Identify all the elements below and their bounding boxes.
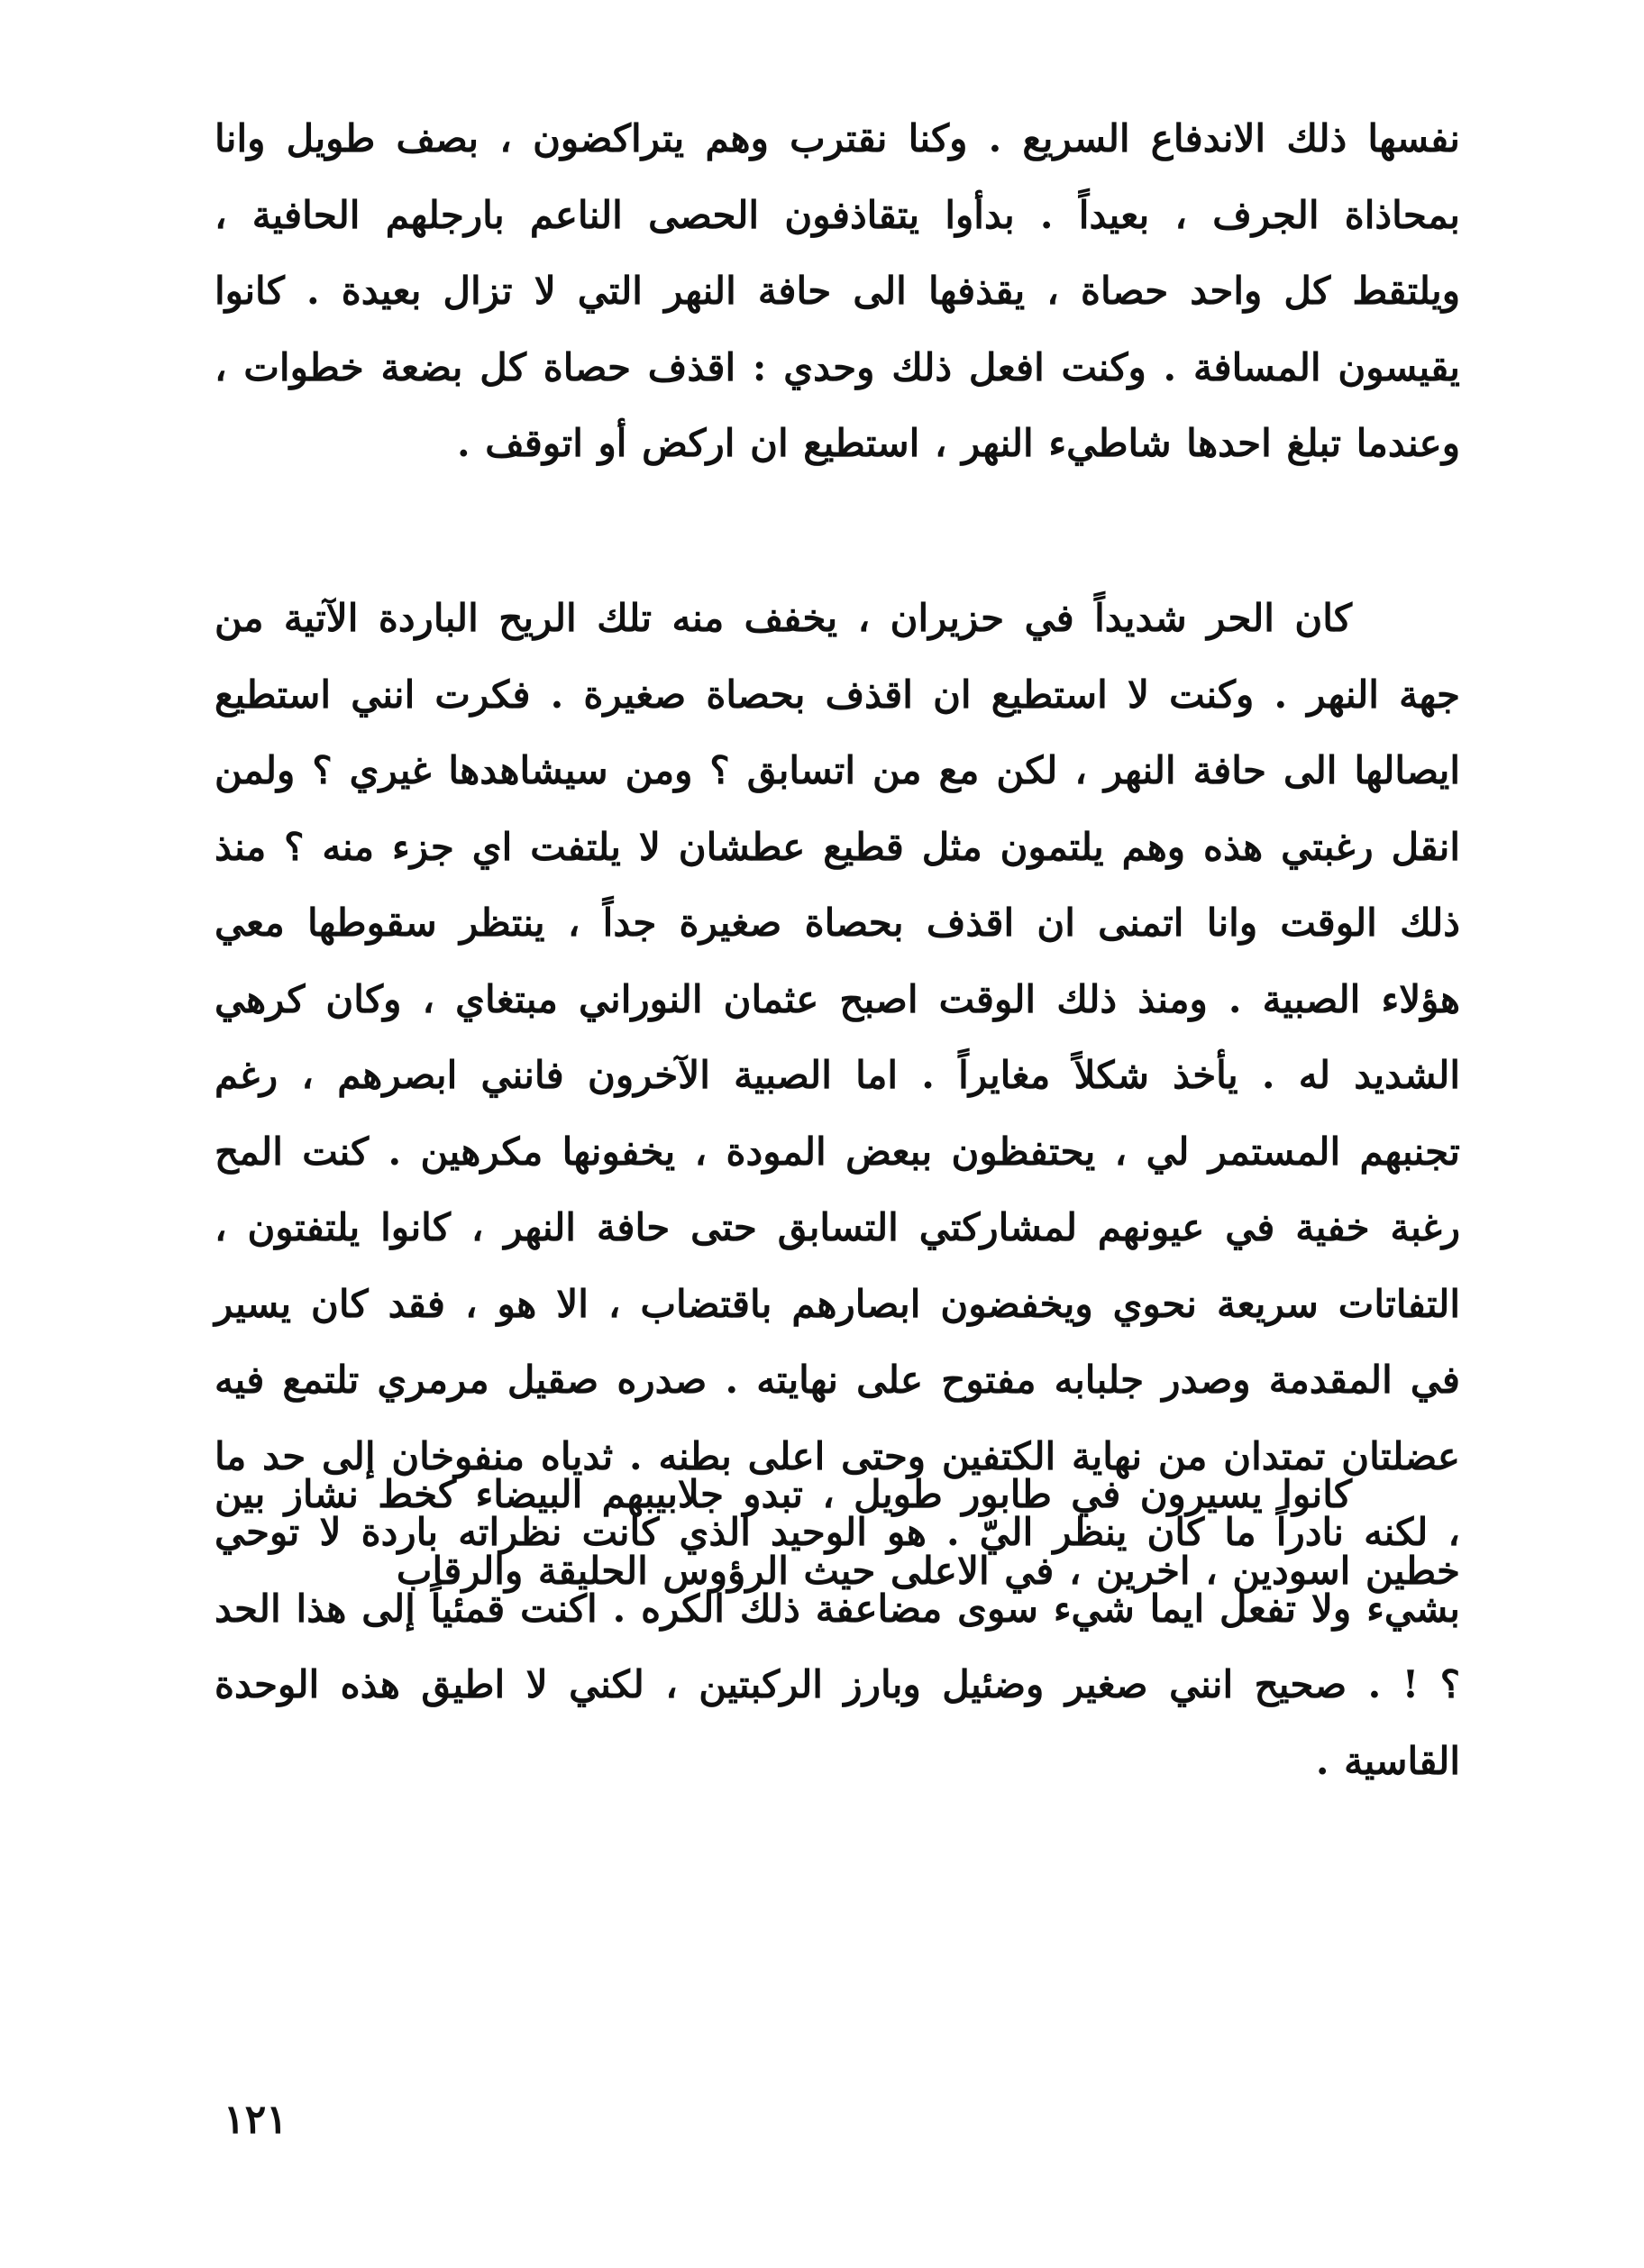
paragraph-3-block (215, 1457, 1460, 1609)
paragraph-3: كانوا يسيرون في طابور طويل ، تبدو جلابيبهم البيضاء كخط نشاز بين خطين اسودين ، اخرين ، في الاعلى حيث الرؤوس الحليقة والرقاب (215, 1472, 1460, 1593)
paragraph-1-block (215, 101, 1460, 482)
page-number: ١٢١ (224, 2097, 288, 2143)
paragraph-2-block (215, 581, 1460, 1799)
paragraph-1: نفسها ذلك الاندفاع السريع . وكنا نقترب وهم يتراكضون ، بصف طويل وانا بمحاذاة الجرف ، بعيداً . بدأوا يتقاذفون الحصى الناعم بارجلهم الحافية ، ويلتقط كل واحد حصاة ، يقذفها الى حافة النهر التي لا تزال بعيدة . كانوا يقيسون المسافة . وكنت افعل ذلك وحدي : اقذف حصاة كل بضعة خطوات ، وعندما تبلغ احدها شاطيء النهر ، استطيع ان اركض أو اتوقف . (215, 116, 1460, 465)
paragraph-2: كان الحر شديداً في حزيران ، يخفف منه تلك الريح الباردة الآتية من جهة النهر . وكنت لا استطيع ان اقذف بحصاة صغيرة . فكرت انني استطيع ايصالها الى حافة النهر ، لكن مع من اتسابق ؟ ومن سيشاهدها غيري ؟ ولمن انقل رغبتي هذه وهم يلتمون مثل قطيع عطشان لا يلتفت اي جزء منه ؟ منذ ذلك الوقت وانا اتمنى ان اقذف بحصاة صغيرة جداً ، ينتظر سقوطها معي هؤلاء الصبية . ومنذ ذلك الوقت اصبح عثمان النوراني مبتغاي ، وكان كرهي الشديد له . يأخذ شكلاً مغايراً . اما الصبية الآخرون فانني ابصرهم ، رغم تجنبهم المستمر لي ، يحتفظون ببعض المودة ، يخفونها مكرهين . كنت المح رغبة خفية في عيونهم لمشاركتي التسابق حتى حافة النهر ، كانوا يلتفتون ، التفاتات سريعة نحوي ويخفضون ابصارهم باقتضاب ، الا هو ، فقد كان يسير في المقدمة وصدر جلبابه مفتوح على نهايته . صدره صقيل مرمري تلتمع فيه عضلتان تمتدان من نهاية الكتفين وحتى اعلى بطنه . ثدياه منفوخان إلى حد ما ، لكنه نادراً ما كان ينظر اليّ . هو الوحيد الذي كانت نظراته باردة لا توحي بشيء ولا تفعل ايما شيء سوى مضاعفة ذلك الكره . اكنت قمئياً إلى هذا الحد ؟ ! . صحيح انني صغير وضئيل وبارز الركبتين ، لكني لا اطيق هذه الوحدة القاسية . (215, 596, 1460, 1783)
